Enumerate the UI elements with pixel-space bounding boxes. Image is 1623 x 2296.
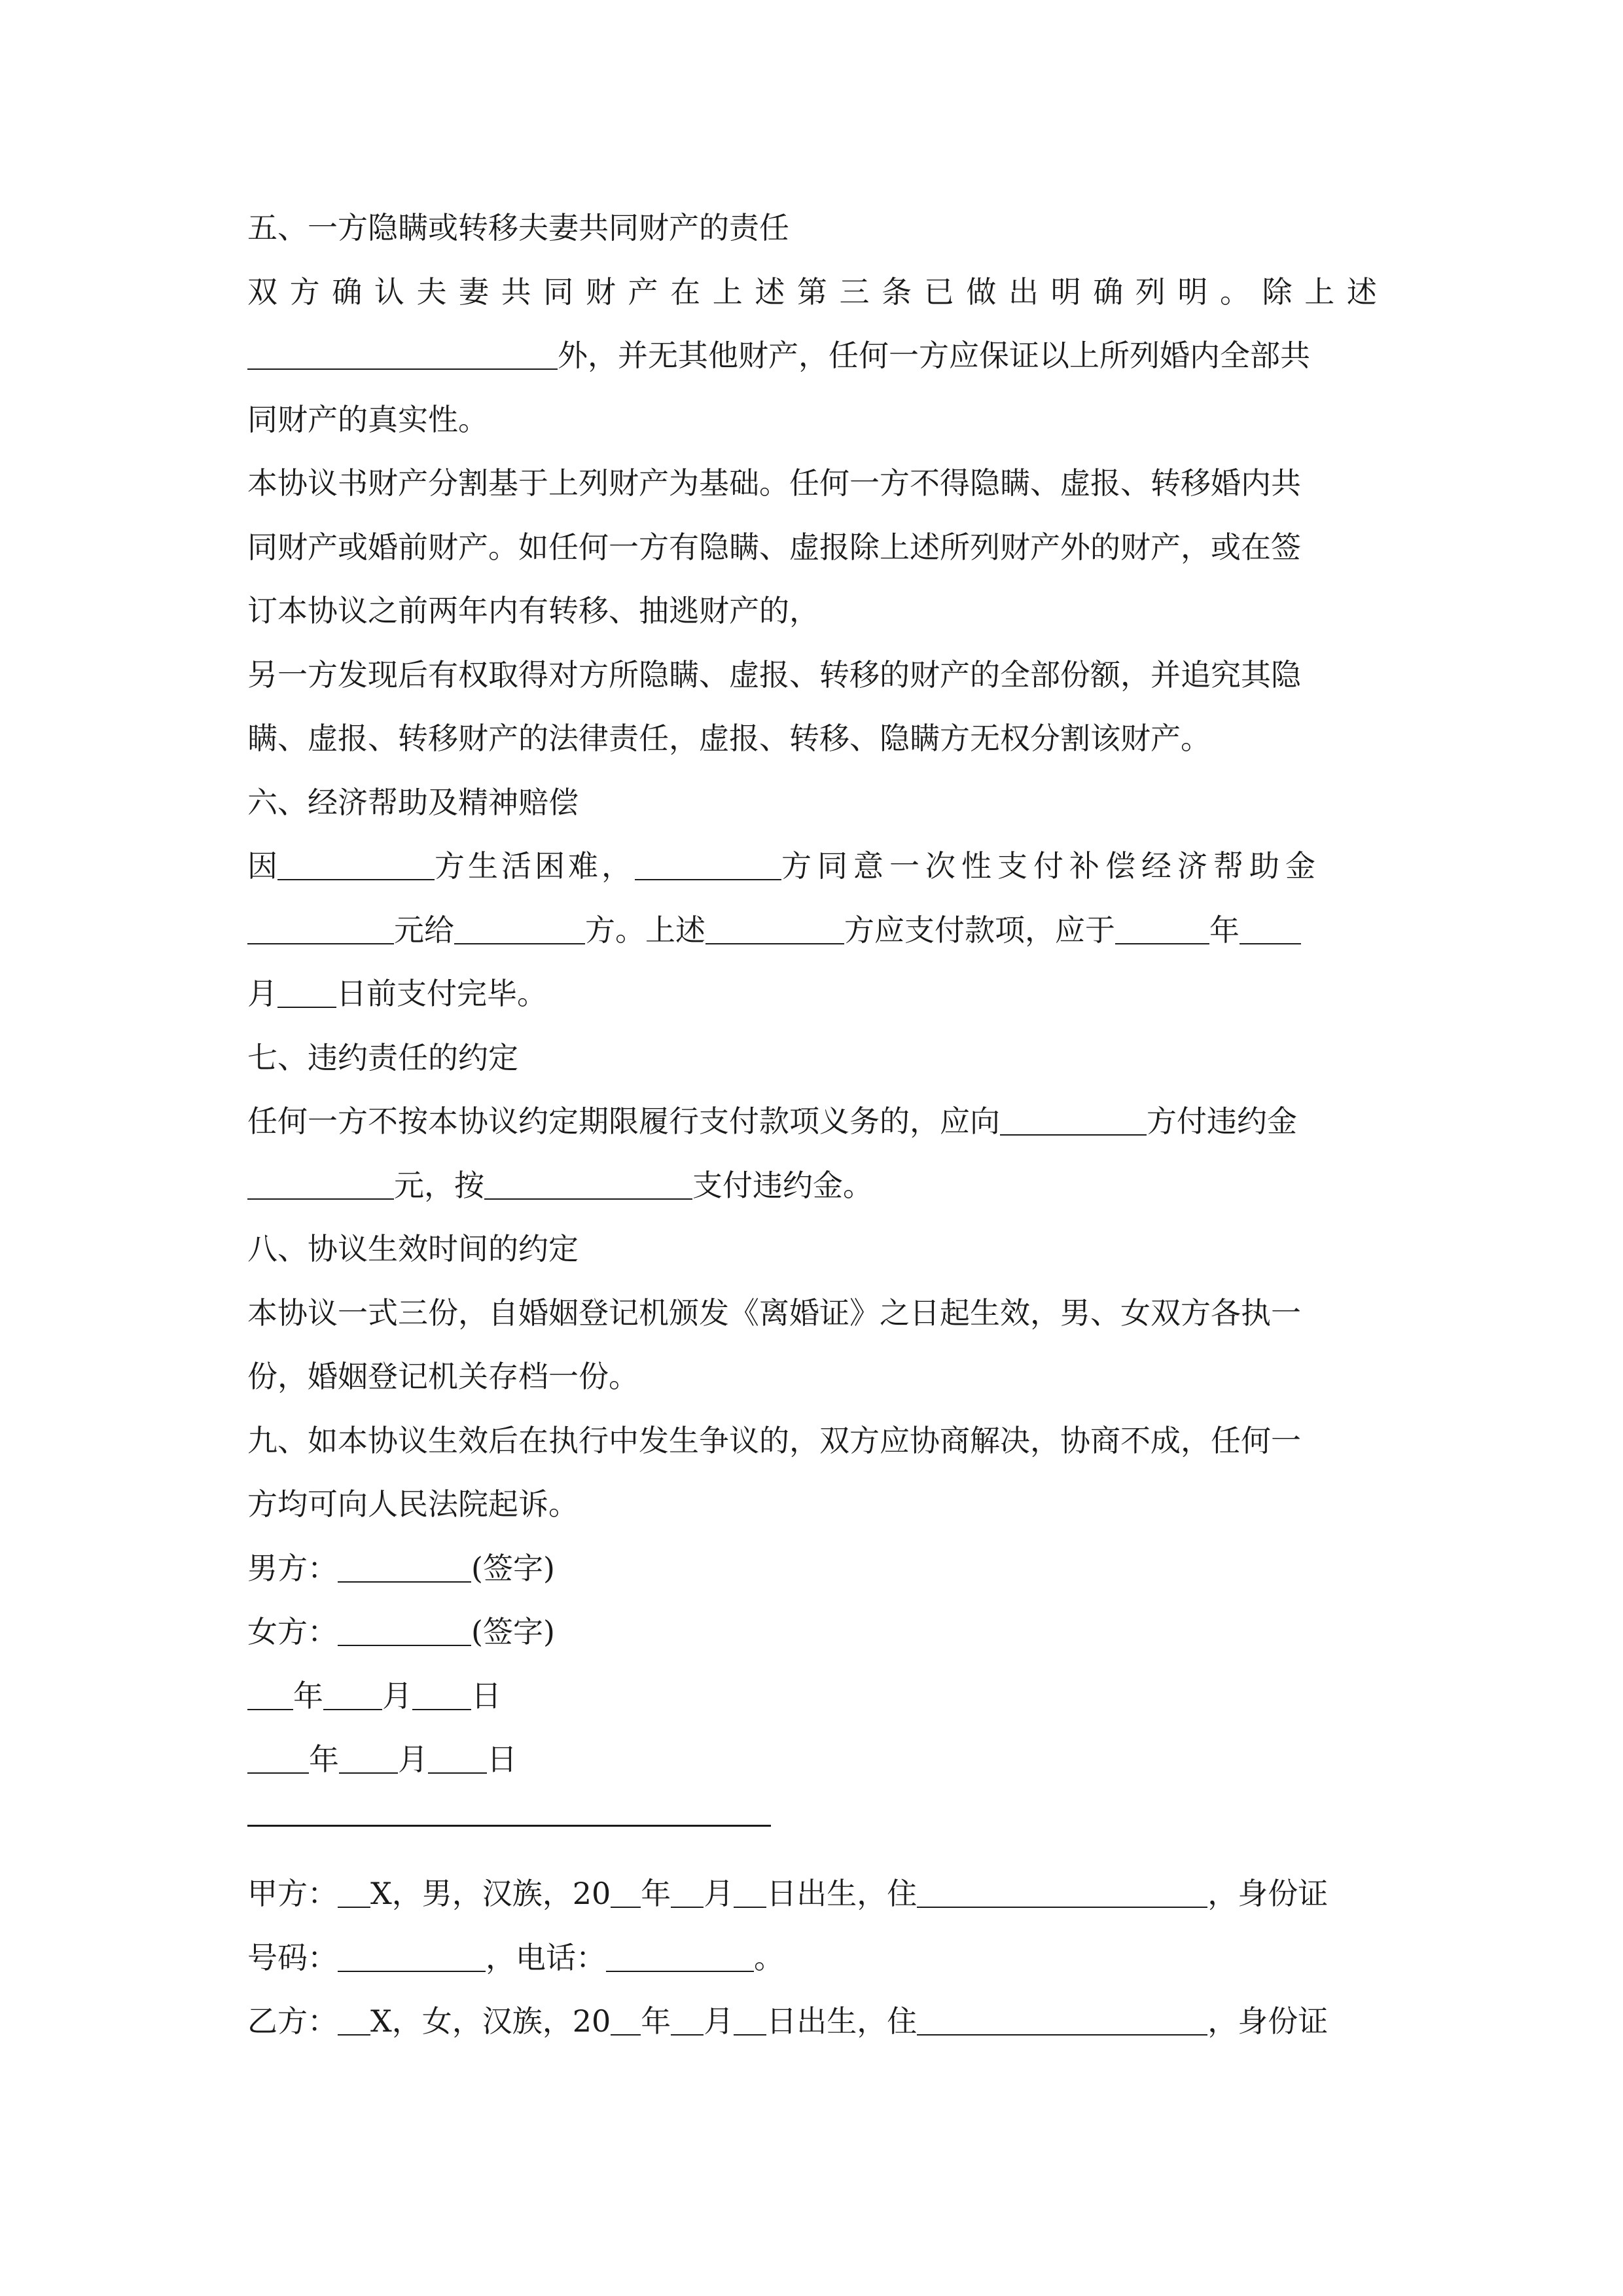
text: 日出生，住 [766,2003,918,2039]
text: 月 [247,976,277,1011]
section-7-line-2 [247,1154,1377,1218]
char: 已 [923,274,954,310]
male-signature-field[interactable] [338,1546,471,1583]
text: 因 [247,848,277,884]
char: 确 [332,274,363,310]
blank-a-year[interactable] [611,1871,641,1908]
char: 上 [712,274,743,310]
text: 年 [641,2003,671,2039]
blank-a-day[interactable] [734,1871,766,1908]
blank-pay-year[interactable] [1115,908,1209,944]
text: ，身份证 [1207,2003,1329,2039]
char: 双 [247,274,277,310]
text: 日 [471,1677,501,1713]
blank-month[interactable] [323,1674,382,1710]
char: 确 [1093,274,1124,310]
blank-amount[interactable] [247,908,394,944]
section-7-heading: 七、违约责任的约定 [247,1039,518,1075]
section-8-heading: 八、协议生效时间的约定 [247,1231,579,1266]
section-5-line-1 [247,260,1377,325]
text: 方付违约金 [1147,1103,1297,1139]
text: 月 [704,2003,734,2039]
blank-penalty-amount[interactable] [247,1163,394,1200]
section-6-heading: 六、经济帮助及精神赔偿 [247,784,579,820]
blank-day[interactable] [412,1674,471,1710]
text: 号码： [247,1939,338,1975]
char: 条 [882,274,912,310]
party-a-label: 甲方： [247,1876,338,1911]
male-signature-line [247,1537,1377,1601]
text: 元给 [394,912,454,948]
section-6-line-3 [247,962,1377,1026]
blank-a-address[interactable] [917,1871,1207,1908]
sign-note: (签字) [471,1550,555,1586]
blank-a-month[interactable] [671,1871,704,1908]
blank-month[interactable] [339,1737,398,1774]
party-a-line-1 [247,1862,1377,1926]
blank-a-phone[interactable] [606,1935,754,1972]
char: 方 [289,274,320,310]
blank-party-in-need[interactable] [277,844,435,880]
blank-other-property[interactable] [247,333,558,370]
sign-note: (签字) [471,1614,555,1649]
char: 共 [501,274,531,310]
section-5-line-3: 同财产的真实性。 [247,401,488,437]
char: 认 [374,274,404,310]
blank-pay-day[interactable] [277,971,336,1008]
char: 三 [839,274,870,310]
text: 元，按 [394,1167,484,1203]
char: 同 [543,274,574,310]
text: 年 [1209,912,1240,948]
char: 述 [1346,274,1377,310]
blank-a-name[interactable] [338,1871,370,1908]
blank-paying-party[interactable] [635,844,781,880]
text: 支付违约金。 [692,1167,873,1203]
date-line-1 [247,1664,1377,1729]
blank-b-day[interactable] [734,1999,766,2036]
party-b-line-1 [247,1990,1377,2054]
blank-b-address[interactable] [917,1999,1207,2036]
char: 做 [966,274,997,310]
char: 产 [628,274,658,310]
section-5-line-6: 订本协议之前两年内有转移、抽逃财产的， [247,593,819,628]
section-5-line-5: 同财产或婚前财产。如任何一方有隐瞒、虚报除上述所列财产外的财产，或在签 [247,529,1301,565]
blank-b-name[interactable] [338,1999,370,2036]
blank-year[interactable] [247,1737,309,1774]
char: 述 [755,274,785,310]
party-a-line-2 [247,1926,1377,1990]
char: 出 [1008,274,1039,310]
male-label: 男方： [247,1550,338,1586]
char: 第 [796,274,827,310]
char: 。 [1220,274,1251,310]
section-5-line-7: 另一方发现后有权取得对方所隐瞒、虚报、转移的财产的全部份额，并追究其隐 [247,656,1301,692]
female-signature-field[interactable] [338,1609,471,1646]
char: 妻 [459,274,490,310]
section-6-line-2 [247,899,1377,963]
text: 年 [641,1876,671,1911]
text: 方生活困难， [435,848,635,884]
section-6-line-1 [247,834,1377,899]
text: 方同意一次性支付补偿经济帮助金 [781,848,1321,884]
text: 日 [487,1742,517,1777]
char: 明 [1177,274,1208,310]
text: 月 [704,1876,734,1911]
char: 夫 [416,274,447,310]
blank-penalty-basis[interactable] [484,1163,692,1200]
section-5-line-2 [247,324,1377,388]
text: 年 [293,1677,323,1713]
party-b-label: 乙方： [247,2003,338,2039]
text: ，身份证 [1207,1876,1329,1911]
text: ，电话： [486,1939,606,1975]
text: 任何一方不按本协议约定期限履行支付款项义务的，应向 [247,1103,1000,1139]
text: X，男，汉族，20 [370,1876,611,1911]
section-5-line-4: 本协议书财产分割基于上列财产为基础。任何一方不得隐瞒、虚报、转移婚内共 [247,465,1301,501]
blank-penalty-recipient[interactable] [1000,1099,1147,1136]
separator-line [247,1792,1377,1856]
text: 。 [754,1939,784,1975]
text: 日出生，住 [766,1876,918,1911]
date-line-2 [247,1728,1377,1792]
section-9-line-2: 方均可向人民法院起诉。 [247,1486,579,1522]
female-label: 女方： [247,1614,338,1649]
separator-rule [247,1825,771,1827]
char: 列 [1135,274,1166,310]
blank-pay-month-start[interactable] [1240,908,1301,944]
section-8-line-1: 本协议一式三份，自婚姻登记机颁发《离婚证》之日起生效，男、女双方各执一 [247,1295,1301,1331]
text: X，女，汉族，20 [370,2003,611,2039]
text: 年 [309,1742,339,1777]
char: 除 [1262,274,1293,310]
char: 上 [1304,274,1335,310]
text: 方。上述 [585,912,705,948]
agreement-page [247,196,1377,2054]
blank-b-month[interactable] [671,1999,704,2036]
blank-payer-party[interactable] [705,908,844,944]
blank-b-year[interactable] [611,1999,641,2036]
section-9-line-1: 九、如本协议生效后在执行中发生争议的，双方应协商解决，协商不成，任何一 [247,1422,1301,1458]
blank-recipient-party[interactable] [454,908,585,944]
female-signature-line [247,1600,1377,1664]
text: 方应支付款项，应于 [844,912,1115,948]
section-5-line-8: 瞒、虚报、转移财产的法律责任，虚报、转移、隐瞒方无权分割该财产。 [247,721,1211,756]
section-8-line-2: 份，婚姻登记机关存档一份。 [247,1359,639,1394]
text: 外，并无其他财产，任何一方应保证以上所列婚内全部共 [558,338,1310,373]
char: 明 [1050,274,1081,310]
text: 日前支付完毕。 [336,976,547,1011]
char: 财 [585,274,616,310]
blank-year[interactable] [247,1674,293,1710]
blank-a-id-number[interactable] [338,1935,486,1972]
text: 月 [398,1742,428,1777]
section-5-heading: 五、一方隐瞒或转移夫妻共同财产的责任 [247,210,789,245]
text: 月 [382,1677,412,1713]
blank-day[interactable] [428,1737,487,1774]
char: 在 [670,274,701,310]
section-7-line-1 [247,1090,1377,1154]
